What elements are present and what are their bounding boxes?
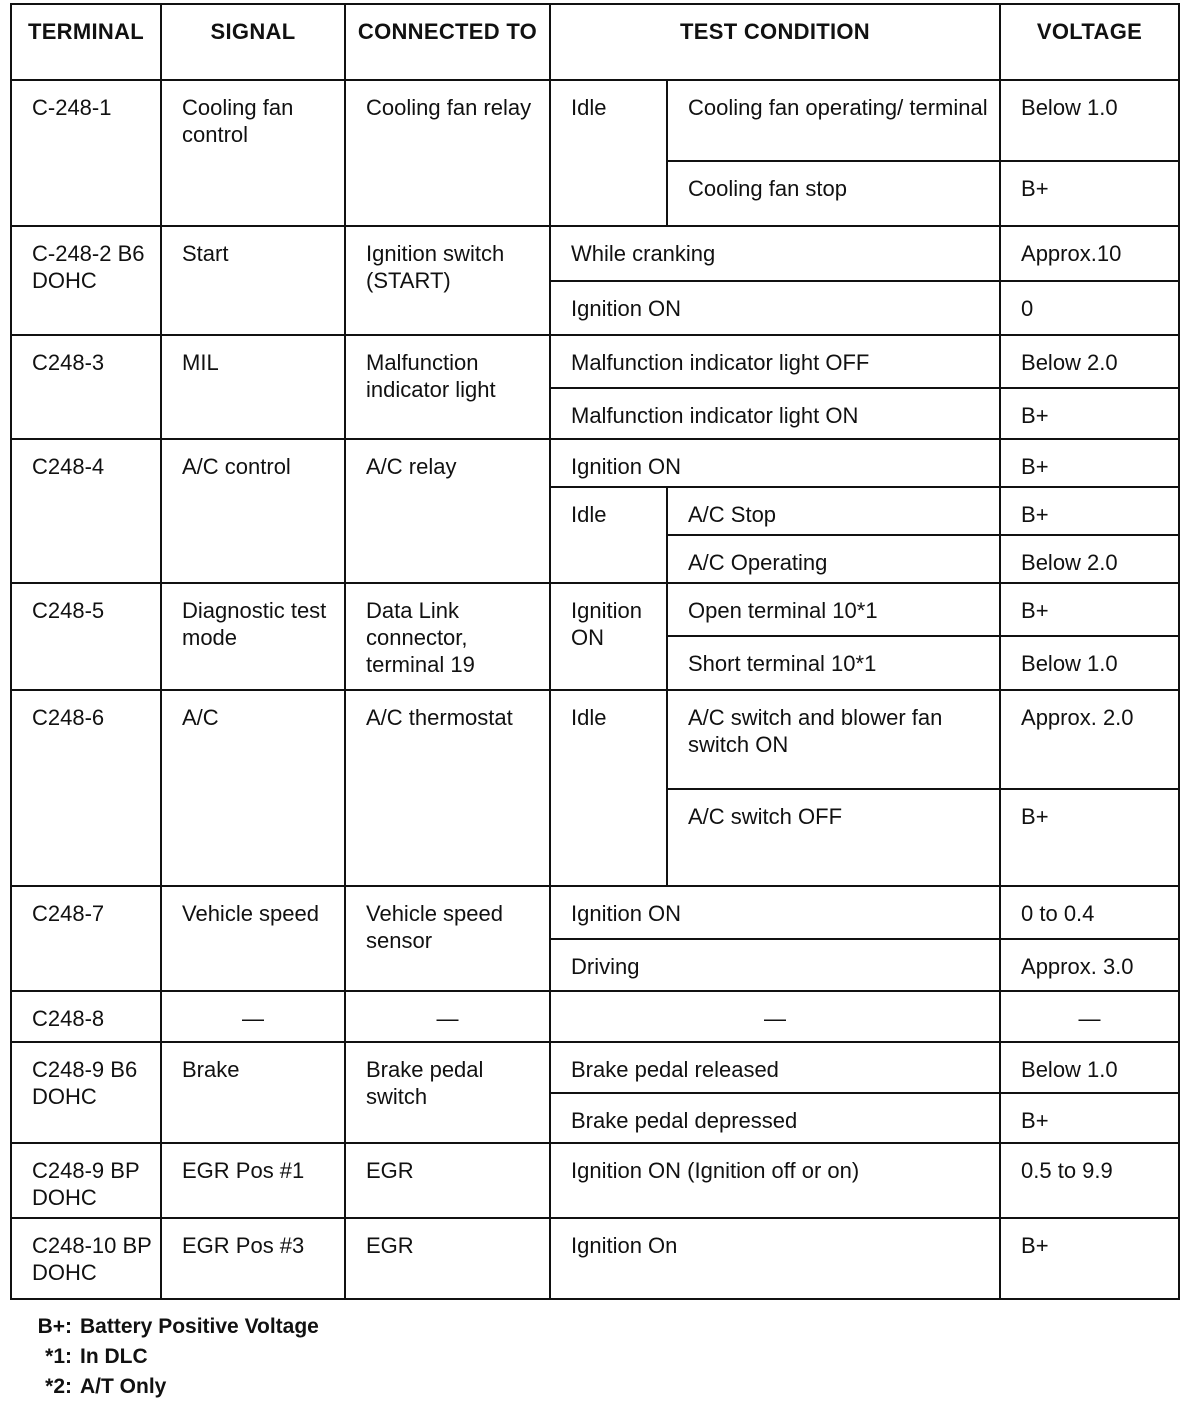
voltage-cell: — — [1000, 991, 1179, 1042]
legend-key: *2: — [45, 1375, 72, 1398]
header-signal: SIGNAL — [161, 4, 345, 80]
signal-cell: A/C control — [161, 439, 345, 583]
legend — [16, 1312, 319, 1402]
signal-cell: A/C — [161, 690, 345, 886]
voltage-cell: 0 to 0.4 — [1000, 886, 1179, 939]
connected-cell: Ignition switch (START) — [345, 226, 550, 335]
voltage-cell: Below 1.0 — [1000, 80, 1179, 161]
terminal-cell: C248-5 — [11, 583, 161, 690]
voltage-cell: Approx. 2.0 — [1000, 690, 1179, 789]
legend-text: A/T Only — [80, 1375, 167, 1398]
connected-cell: Vehicle speed sensor — [345, 886, 550, 991]
condition-cell: Driving — [550, 939, 1000, 991]
signal-cell: Cooling fan control — [161, 80, 345, 226]
connected-cell: Data Link connector, terminal 19 — [345, 583, 550, 690]
voltage-cell: Approx.10 — [1000, 226, 1179, 281]
signal-cell: EGR Pos #3 — [161, 1218, 345, 1299]
legend-key: B+: — [37, 1315, 72, 1338]
sub-condition-cell: Open terminal 10*1 — [667, 583, 1000, 636]
voltage-cell: Below 2.0 — [1000, 335, 1179, 388]
sub-condition-cell: A/C Operating — [667, 535, 1000, 583]
condition-cell: Ignition ON — [550, 439, 1000, 487]
table-row — [11, 991, 1179, 1042]
voltage-cell: B+ — [1000, 388, 1179, 439]
connected-cell: Brake pedal switch — [345, 1042, 550, 1143]
table-row — [11, 886, 1179, 939]
condition-cell: Brake pedal released — [550, 1042, 1000, 1093]
terminal-cell: C248-7 — [11, 886, 161, 991]
terminal-cell: C248-9 BP DOHC — [11, 1143, 161, 1218]
terminal-cell: C-248-1 — [11, 80, 161, 226]
signal-cell: MIL — [161, 335, 345, 439]
condition-cell: Idle — [550, 487, 667, 583]
signal-cell: Diagnostic test mode — [161, 583, 345, 690]
table-row — [11, 1218, 1179, 1299]
legend-item — [16, 1372, 319, 1402]
legend-text: Battery Positive Voltage — [80, 1315, 319, 1338]
terminal-cell: C248-6 — [11, 690, 161, 886]
terminal-cell: C248-9 B6 DOHC — [11, 1042, 161, 1143]
table-row — [11, 226, 1179, 281]
sub-condition-cell: Cooling fan stop — [667, 161, 1000, 226]
legend-item — [16, 1342, 319, 1372]
voltage-cell: Below 1.0 — [1000, 1042, 1179, 1093]
signal-cell: Start — [161, 226, 345, 335]
voltage-cell: B+ — [1000, 789, 1179, 886]
sub-condition-cell: Cooling fan operating/ terminal — [667, 80, 1000, 161]
connected-cell: EGR — [345, 1218, 550, 1299]
table-row — [11, 690, 1179, 789]
terminal-cell: C248-8 — [11, 991, 161, 1042]
terminal-cell: C248-3 — [11, 335, 161, 439]
terminal-voltage-table — [10, 3, 1180, 1300]
voltage-cell: 0 — [1000, 281, 1179, 335]
condition-cell: Malfunction indicator light OFF — [550, 335, 1000, 388]
table-row — [11, 1042, 1179, 1093]
table-row — [11, 583, 1179, 636]
header-test-condition: TEST CONDITION — [550, 4, 1000, 80]
condition-cell: Malfunction indicator light ON — [550, 388, 1000, 439]
sub-condition-cell: A/C switch and blower fan switch ON — [667, 690, 1000, 789]
connected-cell: — — [345, 991, 550, 1042]
legend-text: In DLC — [80, 1345, 148, 1368]
voltage-cell: Below 2.0 — [1000, 535, 1179, 583]
voltage-cell: Approx. 3.0 — [1000, 939, 1179, 991]
condition-cell: Idle — [550, 690, 667, 886]
terminal-cell: C248-10 BP DOHC — [11, 1218, 161, 1299]
signal-cell: Brake — [161, 1042, 345, 1143]
condition-cell: While cranking — [550, 226, 1000, 281]
voltage-cell: B+ — [1000, 1093, 1179, 1143]
header-voltage: VOLTAGE — [1000, 4, 1179, 80]
terminal-cell: C248-4 — [11, 439, 161, 583]
voltage-cell: B+ — [1000, 161, 1179, 226]
voltage-cell: 0.5 to 9.9 — [1000, 1143, 1179, 1218]
condition-cell: Idle — [550, 80, 667, 226]
voltage-cell: B+ — [1000, 583, 1179, 636]
terminal-cell: C-248-2 B6 DOHC — [11, 226, 161, 335]
signal-cell: EGR Pos #1 — [161, 1143, 345, 1218]
connected-cell: Malfunction indicator light — [345, 335, 550, 439]
header-terminal: TERMINAL — [11, 4, 161, 80]
signal-cell: Vehicle speed — [161, 886, 345, 991]
voltage-cell: Below 1.0 — [1000, 636, 1179, 690]
connected-cell: Cooling fan relay — [345, 80, 550, 226]
condition-cell: Ignition On — [550, 1218, 1000, 1299]
signal-cell: — — [161, 991, 345, 1042]
connected-cell: A/C thermostat — [345, 690, 550, 886]
legend-key: *1: — [45, 1345, 72, 1368]
voltage-cell: B+ — [1000, 487, 1179, 535]
table-row — [11, 1143, 1179, 1218]
voltage-cell: B+ — [1000, 1218, 1179, 1299]
legend-item — [16, 1312, 319, 1342]
header-row — [11, 4, 1179, 80]
condition-cell: Ignition ON — [550, 281, 1000, 335]
table-row — [11, 439, 1179, 487]
voltage-cell: B+ — [1000, 439, 1179, 487]
table-row — [11, 335, 1179, 388]
condition-cell: Brake pedal depressed — [550, 1093, 1000, 1143]
sub-condition-cell: Short terminal 10*1 — [667, 636, 1000, 690]
table-row — [11, 80, 1179, 161]
connected-cell: A/C relay — [345, 439, 550, 583]
sub-condition-cell: A/C Stop — [667, 487, 1000, 535]
condition-cell: Ignition ON — [550, 583, 667, 690]
sub-condition-cell: A/C switch OFF — [667, 789, 1000, 886]
condition-cell: — — [550, 991, 1000, 1042]
connected-cell: EGR — [345, 1143, 550, 1218]
header-connected-to: CONNECTED TO — [345, 4, 550, 80]
condition-cell: Ignition ON (Ignition off or on) — [550, 1143, 1000, 1218]
condition-cell: Ignition ON — [550, 886, 1000, 939]
